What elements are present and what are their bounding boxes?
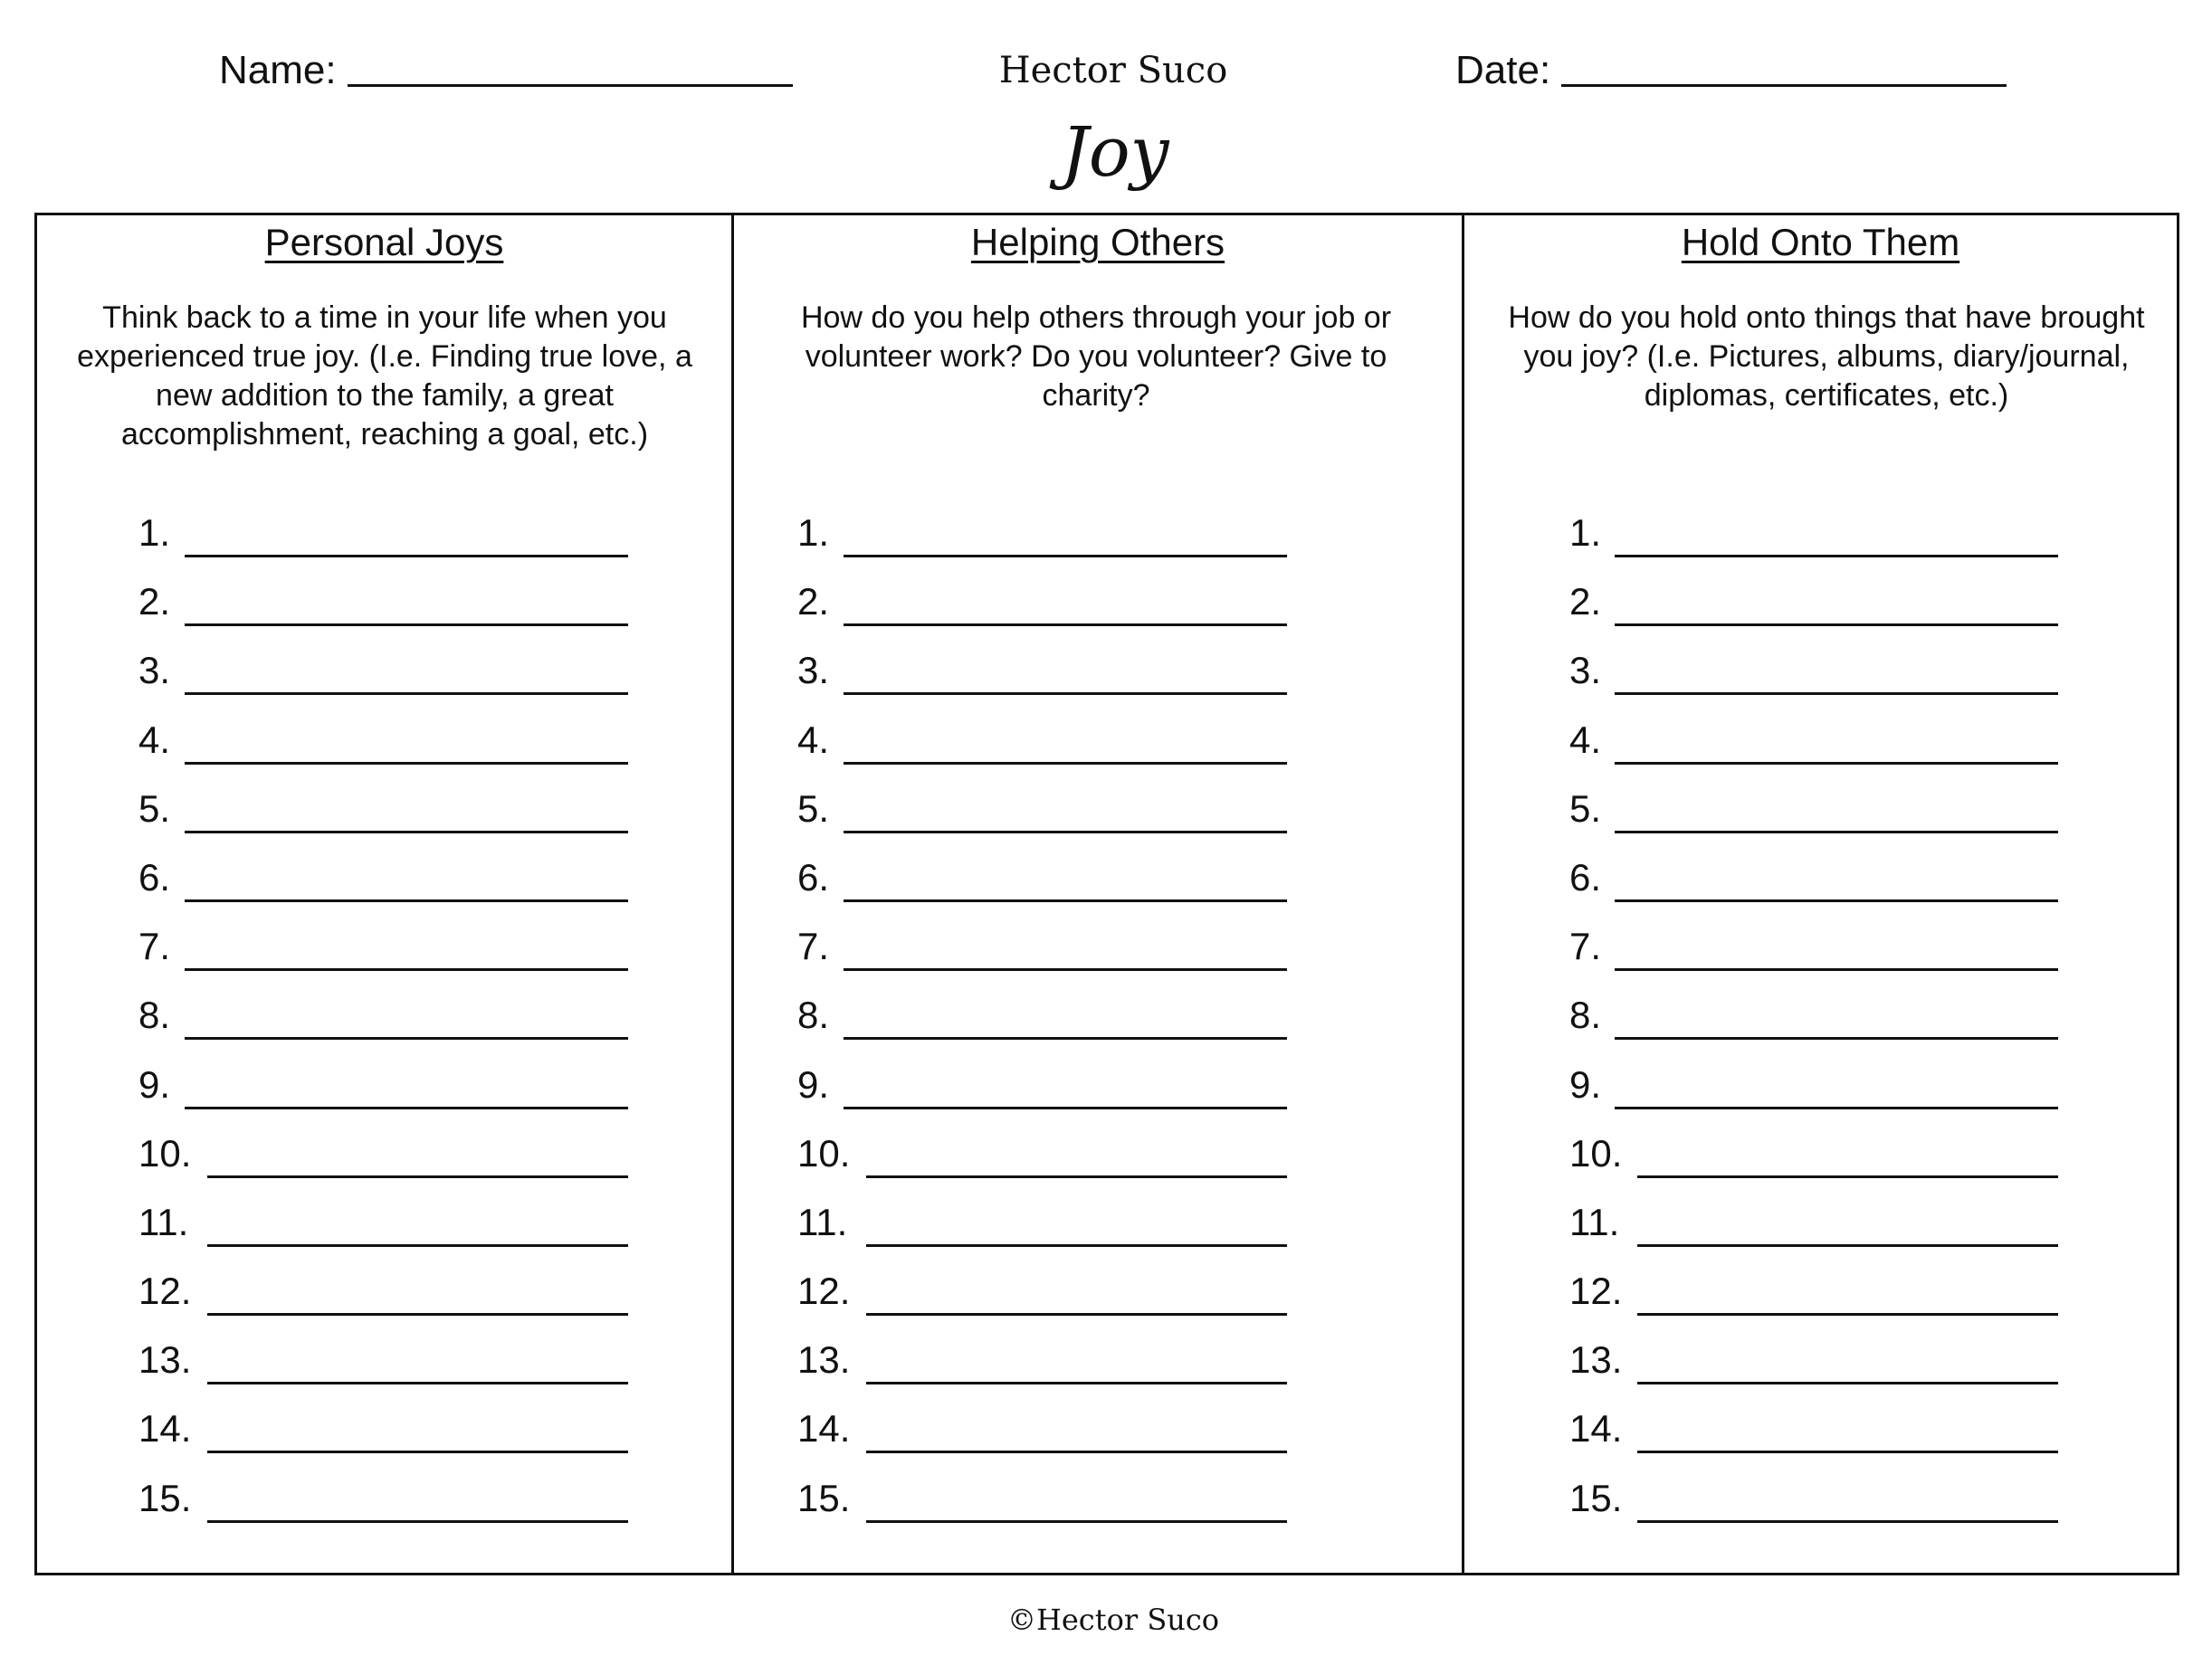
column-hold-onto-them — [1462, 215, 2177, 1573]
list-item — [37, 712, 731, 781]
entry-number: 9. — [1569, 1062, 1602, 1106]
answer-blank-line[interactable] — [866, 1520, 1287, 1523]
entry-number: 10. — [138, 1131, 192, 1175]
entry-number: 1. — [1569, 511, 1602, 554]
answer-blank-line[interactable] — [1615, 692, 2058, 695]
column-prompt: Think back to a time in your life when you experienced true joy. (I.e. Finding true love, a new addition to the family, a great accomplishment, reaching a goal, etc.) — [77, 300, 692, 452]
list-item — [1464, 987, 2177, 1056]
column-heading — [37, 215, 731, 268]
entry-number: 12. — [797, 1270, 851, 1313]
answer-blank-line[interactable] — [844, 968, 1287, 971]
answer-blank-line[interactable] — [866, 1175, 1287, 1178]
list-item — [734, 505, 1462, 574]
entry-number: 3. — [138, 649, 171, 692]
entry-number: 11. — [1569, 1200, 1620, 1243]
entry-number: 3. — [797, 649, 830, 692]
answer-blank-line[interactable] — [844, 692, 1287, 695]
list-item — [37, 918, 731, 987]
answer-blank-line[interactable] — [844, 555, 1287, 557]
entry-number: 10. — [1569, 1131, 1623, 1175]
entry-number: 1. — [797, 511, 830, 554]
name-field[interactable] — [219, 43, 793, 98]
date-field[interactable] — [1455, 43, 2007, 98]
answer-blank-line[interactable] — [1615, 899, 2058, 902]
answer-blank-line[interactable] — [1637, 1175, 2058, 1178]
list-item — [1464, 1332, 2177, 1401]
list-item — [37, 505, 731, 574]
answer-blank-line[interactable] — [1615, 762, 2058, 765]
answer-blank-line[interactable] — [1615, 1107, 2058, 1109]
answer-blank-line[interactable] — [207, 1451, 628, 1453]
column-prompt: How do you hold onto things that have brought you joy? (I.e. Pictures, albums, diary/journal, diplomas, certificates, etc.) — [1508, 300, 2145, 413]
answer-blank-line[interactable] — [844, 899, 1287, 902]
column-prompt: How do you help others through your job or volunteer work? Do you volunteer? Give to charity? — [800, 300, 1392, 413]
list-item — [1464, 1126, 2177, 1194]
list-item — [734, 1057, 1462, 1126]
list-item — [1464, 642, 2177, 711]
column-heading-text: Personal Joys — [264, 221, 504, 263]
answer-blank-line[interactable] — [185, 968, 628, 971]
answer-blank-line[interactable] — [844, 1107, 1287, 1109]
list-item — [1464, 505, 2177, 574]
list-item — [1464, 781, 2177, 850]
name-blank-line[interactable] — [348, 84, 793, 87]
entry-list — [1464, 505, 2177, 1539]
answer-blank-line[interactable] — [185, 831, 628, 833]
answer-blank-line[interactable] — [844, 762, 1287, 765]
entry-number: 12. — [1569, 1270, 1623, 1313]
column-helping-others — [731, 215, 1462, 1573]
column-heading-text: Helping Others — [970, 221, 1225, 263]
answer-blank-line[interactable] — [207, 1175, 628, 1178]
list-item — [734, 1126, 1462, 1194]
entry-number: 13. — [797, 1338, 851, 1382]
page-title: Joy — [1061, 111, 1169, 192]
answer-blank-line[interactable] — [844, 623, 1287, 626]
entry-number: 10. — [797, 1131, 851, 1175]
list-item — [37, 850, 731, 918]
entry-number: 12. — [138, 1270, 192, 1313]
name-label: Name: — [219, 48, 337, 92]
worksheet-table — [34, 213, 2179, 1575]
answer-blank-line[interactable] — [1637, 1313, 2058, 1316]
list-item — [734, 1194, 1462, 1263]
list-item — [734, 574, 1462, 642]
column-personal-joys — [37, 215, 731, 1573]
entry-number: 5. — [797, 786, 830, 830]
list-item — [37, 574, 731, 642]
footer-copyright: ©Hector Suco — [1006, 1603, 1220, 1637]
answer-blank-line[interactable] — [185, 899, 628, 902]
entry-number: 13. — [1569, 1338, 1623, 1382]
entry-number: 5. — [138, 786, 171, 830]
date-blank-line[interactable] — [1561, 84, 2007, 87]
entry-number: 15. — [1569, 1476, 1623, 1519]
list-item — [37, 1470, 731, 1539]
answer-blank-line[interactable] — [844, 1037, 1287, 1040]
author-name: Hector Suco — [998, 50, 1228, 91]
list-item — [37, 1332, 731, 1401]
entry-number: 7. — [1569, 925, 1602, 968]
list-item — [1464, 918, 2177, 987]
list-item — [734, 987, 1462, 1056]
entry-number: 9. — [797, 1062, 830, 1106]
list-item — [734, 1470, 1462, 1539]
answer-blank-line[interactable] — [1637, 1244, 2058, 1247]
list-item — [37, 1057, 731, 1126]
entry-number: 14. — [138, 1407, 192, 1451]
entry-number: 4. — [1569, 718, 1602, 761]
entry-number: 4. — [797, 718, 830, 761]
list-item — [734, 781, 1462, 850]
column-heading — [734, 215, 1462, 268]
list-item — [37, 642, 731, 711]
answer-blank-line[interactable] — [185, 1037, 628, 1040]
entry-number: 6. — [797, 855, 830, 899]
list-item — [37, 1194, 731, 1263]
answer-blank-line[interactable] — [866, 1313, 1287, 1316]
entry-number: 1. — [138, 511, 171, 554]
answer-blank-line[interactable] — [1615, 1037, 2058, 1040]
entry-number: 14. — [797, 1407, 851, 1451]
answer-blank-line[interactable] — [207, 1244, 628, 1247]
entry-number: 3. — [1569, 649, 1602, 692]
list-item — [37, 1126, 731, 1194]
entry-number: 8. — [1569, 994, 1602, 1037]
list-item — [37, 987, 731, 1056]
entry-number: 5. — [1569, 786, 1602, 830]
list-item — [734, 712, 1462, 781]
entry-number: 4. — [138, 718, 171, 761]
entry-number: 13. — [138, 1338, 192, 1382]
entry-number: 7. — [138, 925, 171, 968]
answer-blank-line[interactable] — [185, 692, 628, 695]
entry-list — [37, 505, 731, 1539]
answer-blank-line[interactable] — [1637, 1451, 2058, 1453]
answer-blank-line[interactable] — [866, 1244, 1287, 1247]
answer-blank-line[interactable] — [185, 623, 628, 626]
list-item — [1464, 1194, 2177, 1263]
list-item — [734, 642, 1462, 711]
date-label: Date: — [1455, 48, 1551, 92]
answer-blank-line[interactable] — [185, 555, 628, 557]
entry-number: 6. — [1569, 855, 1602, 899]
answer-blank-line[interactable] — [1615, 968, 2058, 971]
entry-number: 6. — [138, 855, 171, 899]
answer-blank-line[interactable] — [207, 1382, 628, 1384]
list-item — [734, 1332, 1462, 1401]
entry-number: 15. — [138, 1476, 192, 1519]
answer-blank-line[interactable] — [1615, 623, 2058, 626]
entry-number: 14. — [1569, 1407, 1623, 1451]
list-item — [734, 1263, 1462, 1332]
list-item — [1464, 1401, 2177, 1470]
entry-list — [734, 505, 1462, 1539]
answer-blank-line[interactable] — [1615, 555, 2058, 557]
answer-blank-line[interactable] — [207, 1313, 628, 1316]
list-item — [1464, 1470, 2177, 1539]
answer-blank-line[interactable] — [844, 831, 1287, 833]
entry-number: 11. — [138, 1200, 189, 1243]
entry-number: 7. — [797, 925, 830, 968]
list-item — [37, 1263, 731, 1332]
entry-number: 8. — [138, 994, 171, 1037]
column-heading — [1464, 215, 2177, 268]
column-heading-text: Hold Onto Them — [1681, 221, 1960, 263]
answer-blank-line[interactable] — [185, 762, 628, 765]
entry-number: 11. — [797, 1200, 848, 1243]
answer-blank-line[interactable] — [866, 1451, 1287, 1453]
entry-number: 8. — [797, 994, 830, 1037]
list-item — [734, 1401, 1462, 1470]
entry-number: 2. — [797, 580, 830, 623]
list-item — [1464, 1057, 2177, 1126]
list-item — [1464, 850, 2177, 918]
list-item — [734, 850, 1462, 918]
entry-number: 9. — [138, 1062, 171, 1106]
list-item — [37, 781, 731, 850]
list-item — [1464, 574, 2177, 642]
list-item — [1464, 1263, 2177, 1332]
entry-number: 2. — [138, 580, 171, 623]
list-item — [734, 918, 1462, 987]
entry-number: 15. — [797, 1476, 851, 1519]
answer-blank-line[interactable] — [1637, 1520, 2058, 1523]
list-item — [1464, 712, 2177, 781]
answer-blank-line[interactable] — [207, 1520, 628, 1523]
answer-blank-line[interactable] — [1615, 831, 2058, 833]
answer-blank-line[interactable] — [866, 1382, 1287, 1384]
entry-number: 2. — [1569, 580, 1602, 623]
list-item — [37, 1401, 731, 1470]
answer-blank-line[interactable] — [185, 1107, 628, 1109]
answer-blank-line[interactable] — [1637, 1382, 2058, 1384]
